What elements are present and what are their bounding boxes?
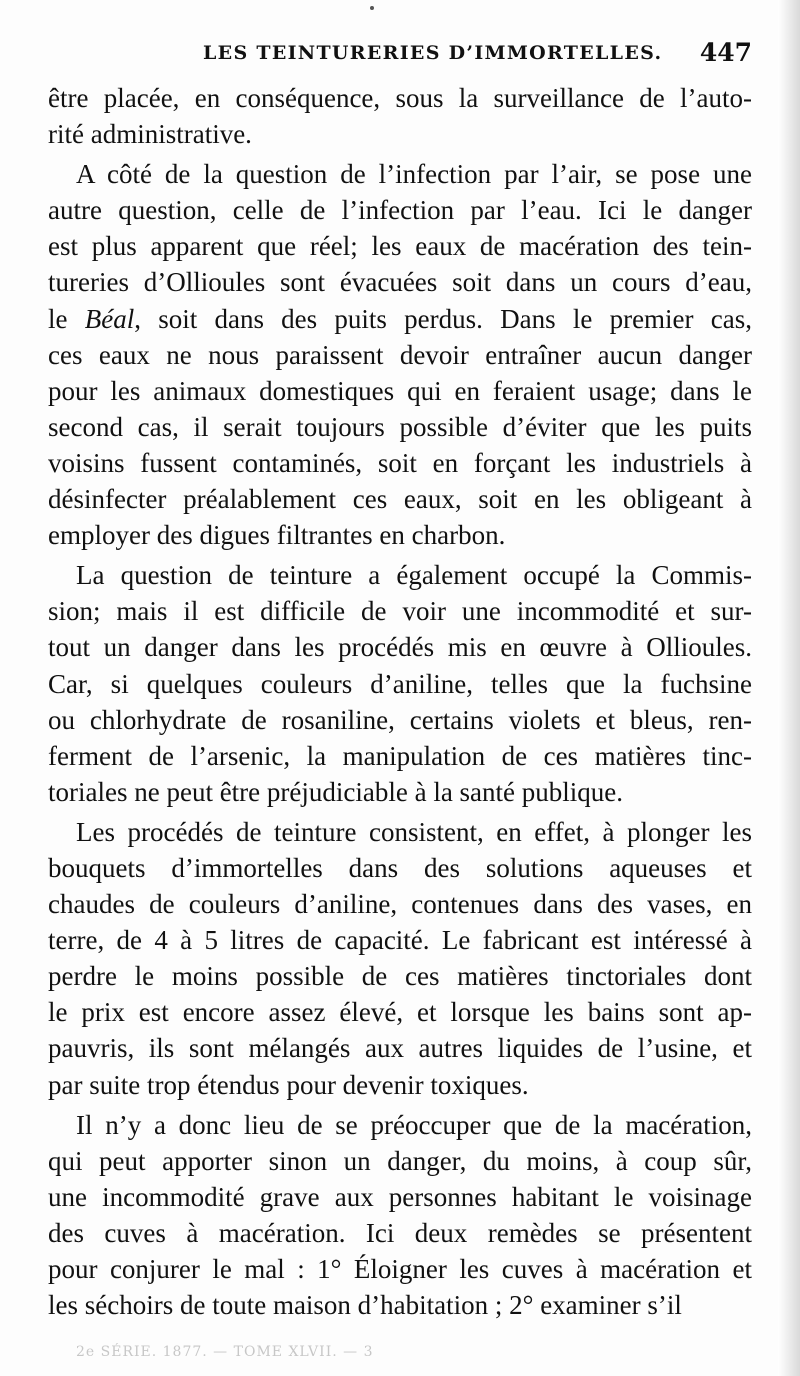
text-line: par suite trop étendus pour devenir toxiques. bbox=[48, 1069, 529, 1100]
text-line: bouquets d’immortelles dans des solutions aqueuses et bbox=[48, 852, 752, 883]
text-line: Il n’y a donc lieu de se préoccuper que de la macération, bbox=[76, 1109, 752, 1140]
paragraph bbox=[48, 1107, 752, 1324]
text-line: autre question, celle de l’infection par l’eau. Ici le danger bbox=[48, 195, 752, 226]
text-line: ou chlorhydrate de rosaniline, certains violets et bleus, ren- bbox=[48, 704, 752, 735]
paragraph bbox=[48, 557, 752, 810]
text-line: est plus apparent que réel; les eaux de macération des tein- bbox=[48, 231, 752, 262]
running-title: LES TEINTURERIES D’IMMORTELLES. bbox=[203, 42, 663, 64]
print-speck bbox=[370, 6, 374, 10]
text-line: employer des digues filtrantes en charbon. bbox=[48, 520, 506, 551]
text-line: perdre le moins possible de ces matières tinctoriales dont bbox=[48, 961, 752, 992]
text-line: sion; mais il est difficile de voir une incommodité et sur- bbox=[48, 596, 752, 627]
text-line: A côté de la question de l’infection par l’air, se pose une bbox=[76, 159, 752, 190]
text-line: les séchoirs de toute maison d’habitation ; 2° examiner s’il bbox=[48, 1290, 682, 1321]
place-name-italic: Béal bbox=[84, 303, 135, 334]
text-line: terre, de 4 à 5 litres de capacité. Le fabricant est intéressé à bbox=[48, 925, 752, 956]
text-line: toriales ne peut être préjudiciable à la santé publique. bbox=[48, 776, 624, 807]
text-line: second cas, il serait toujours possible d’éviter que les puits bbox=[48, 411, 752, 442]
text-line: La question de teinture a également occupé la Commis- bbox=[76, 560, 752, 591]
page-header bbox=[48, 38, 752, 78]
text-line: une incommodité grave aux personnes habitant le voisinage bbox=[48, 1181, 752, 1212]
text-line: voisins fussent contaminés, soit en forçant les industriels à bbox=[48, 447, 752, 478]
printer-signature: 2e SÉRIE. 1877. — TOME XLVII. — 3 bbox=[76, 1344, 374, 1360]
paragraph bbox=[48, 156, 752, 553]
paragraph bbox=[48, 814, 752, 1103]
text-line: pour conjurer le mal : 1° Éloigner les cuves à macération et bbox=[48, 1254, 752, 1284]
page-number: 447 bbox=[699, 38, 752, 67]
text-line: ferment de l’arsenic, la manipulation de ces matières tinc- bbox=[48, 740, 752, 771]
text-line: chaudes de couleurs d’aniline, contenues dans des vases, en bbox=[48, 889, 752, 920]
text-line: le Béal, soit dans des puits perdus. Dans le premier cas, bbox=[48, 303, 752, 334]
paragraph bbox=[48, 80, 752, 152]
text-line: ces eaux ne nous paraissent devoir entraîner aucun danger bbox=[48, 339, 752, 370]
text-line: pour les animaux domestiques qui en feraient usage; dans le bbox=[48, 375, 752, 406]
text-line: le prix est encore assez élevé, et lorsque les bains sont ap- bbox=[48, 997, 752, 1028]
text-line: pauvris, ils sont mélangés aux autres liquides de l’usine, et bbox=[48, 1033, 752, 1064]
page-edge-shadow bbox=[778, 0, 800, 1376]
text-line: des cuves à macération. Ici deux remèdes se présentent bbox=[48, 1217, 752, 1248]
text-line: être placée, en conséquence, sous la surveillance de l’auto- bbox=[48, 83, 752, 113]
text-line: tout un danger dans les procédés mis en œuvre à Ollioules. bbox=[48, 632, 752, 663]
text-line: rité administrative. bbox=[48, 119, 252, 150]
body-text bbox=[48, 80, 752, 1323]
text-line: tureries d’Ollioules sont évacuées soit dans un cours d’eau, bbox=[48, 267, 752, 298]
text-line: Car, si quelques couleurs d’aniline, telles que la fuchsine bbox=[48, 668, 752, 699]
text-line: Les procédés de teinture consistent, en effet, à plonger les bbox=[76, 816, 752, 847]
text-line: qui peut apporter sinon un danger, du moins, à coup sûr, bbox=[48, 1145, 752, 1176]
text-line: désinfecter préalablement ces eaux, soit en les obligeant à bbox=[48, 484, 752, 515]
